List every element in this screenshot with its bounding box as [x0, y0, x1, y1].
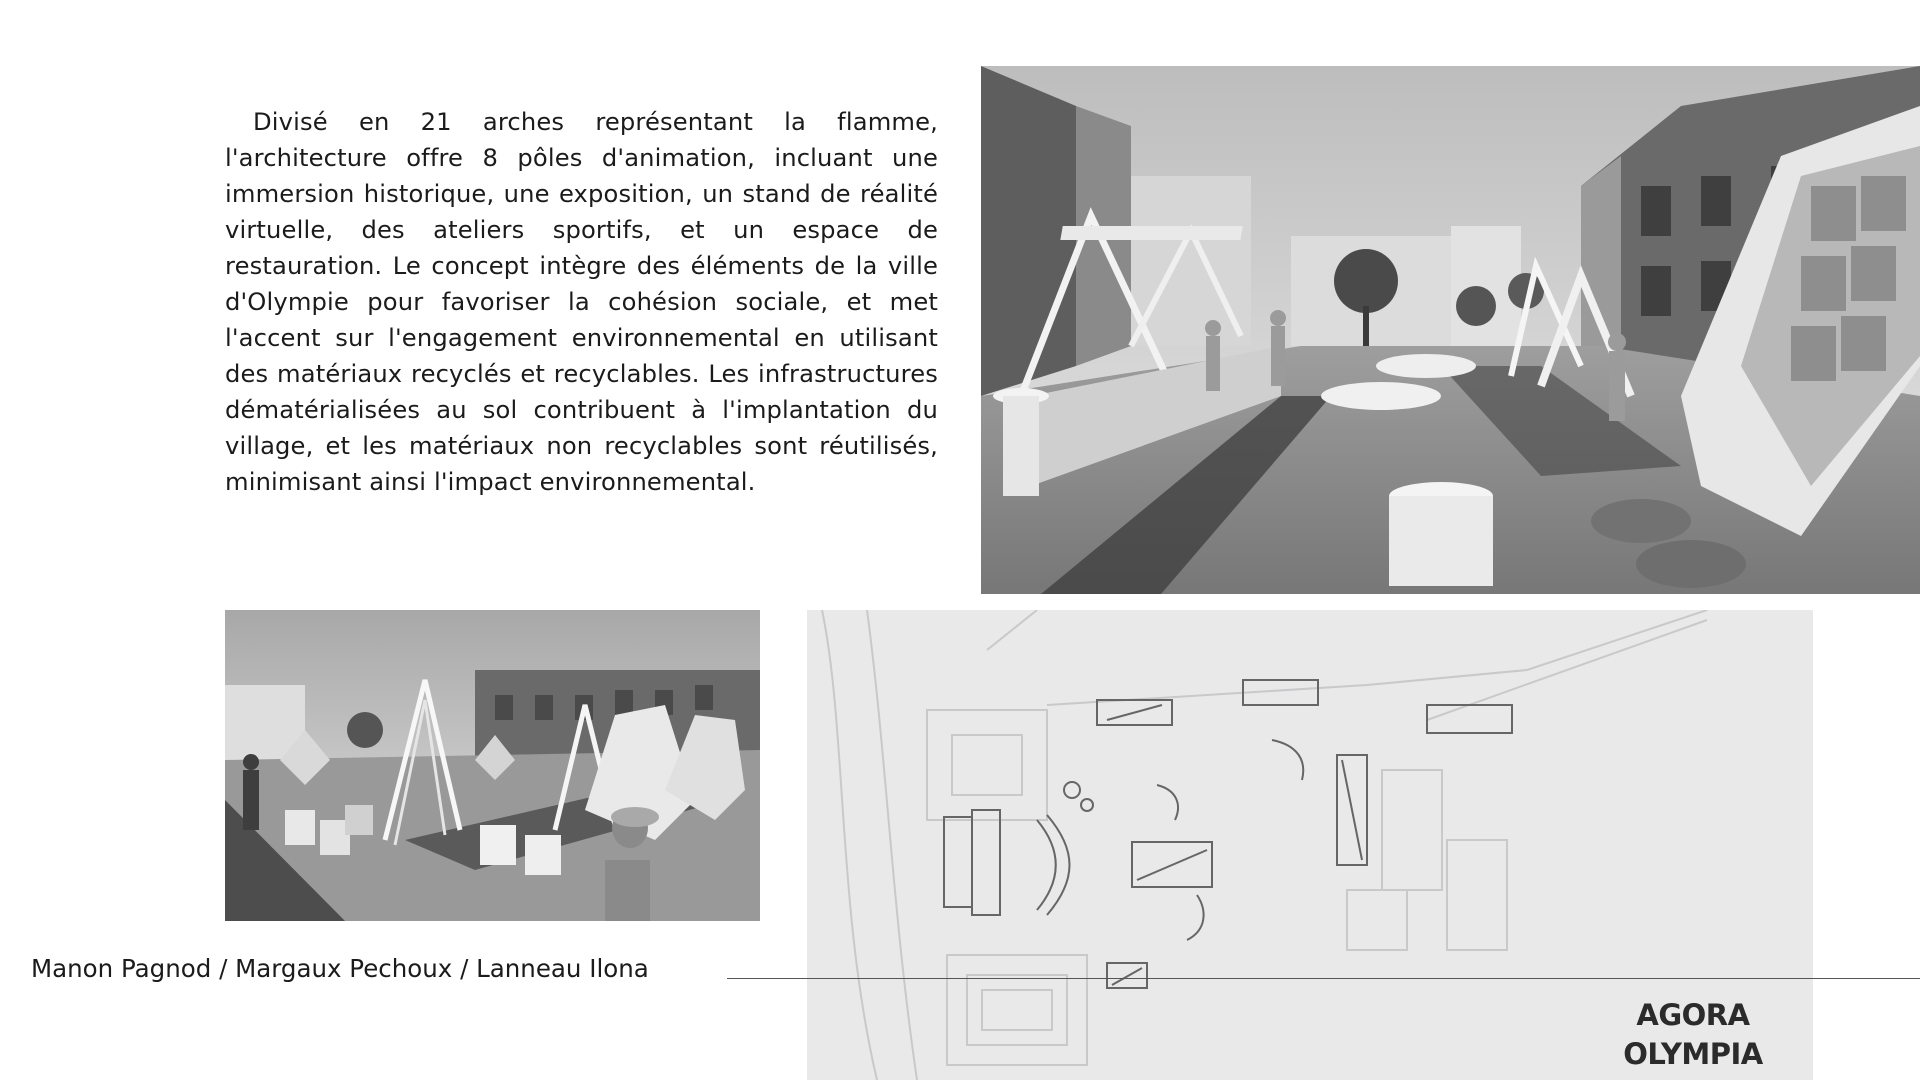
arches-render-image	[225, 610, 760, 921]
logo-line-2: OLYMPIA	[1623, 1037, 1763, 1071]
street-render-image	[981, 66, 1920, 594]
footer-divider	[727, 978, 1920, 979]
agora-olympia-logo	[1588, 996, 1798, 1074]
logo-line-1: AGORA	[1636, 998, 1750, 1032]
authors-credit: Manon Pagnod / Margaux Pechoux / Lanneau Ilona	[31, 954, 649, 983]
intro-paragraph: Divisé en 21 arches représentant la flamme, l'architecture offre 8 pôles d'animation, incluant une immersion historique, une exposition, un stand de réalité virtuelle, des ateliers sportifs, et un espace de restauration. Le concept intègre des éléments de la ville d'Olympie pour favoriser la cohésion sociale, et met l'accent sur l'engagement environnemental en utilisant des matériaux recyclés et recyclables. Les infrastructures dématérialisées au sol contribuent à l'implantation du village, et les matériaux non recyclables sont réutilisés, minimisant ainsi l'impact environnemental.	[225, 108, 938, 496]
